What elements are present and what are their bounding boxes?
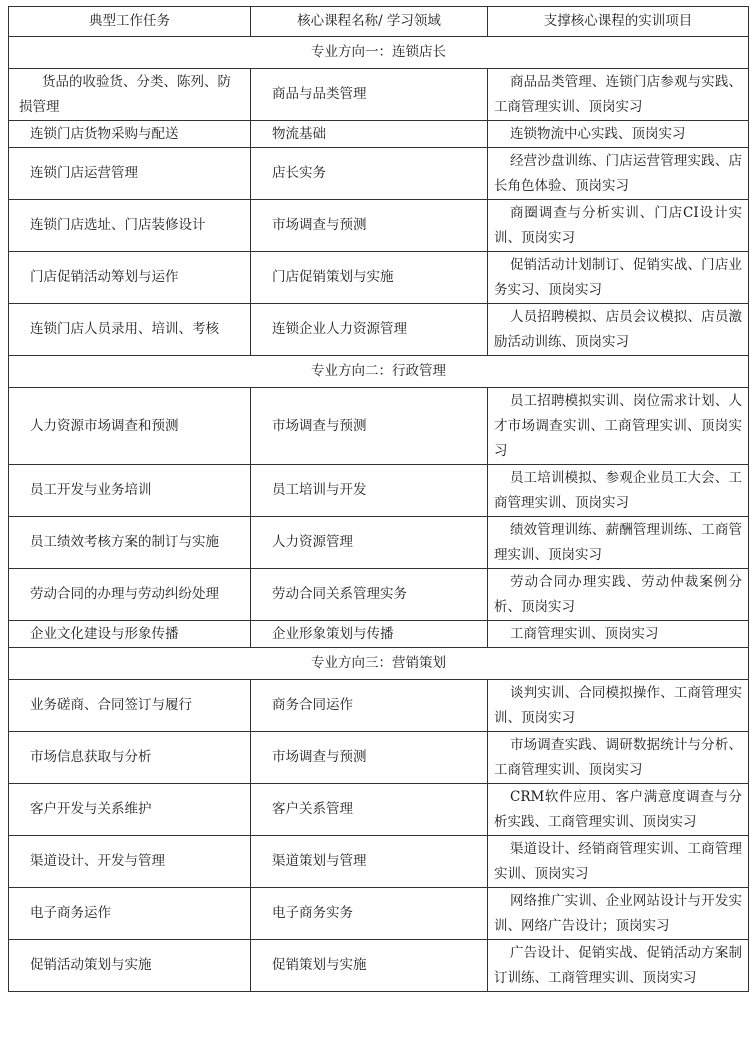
project-cell: 工商管理实训、顶岗实习 — [488, 621, 749, 648]
task-cell: 连锁门店人员录用、培训、考核 — [9, 304, 251, 356]
project-cell: 员工培训模拟、参观企业员工大会、工商管理实训、顶岗实习 — [488, 465, 749, 517]
task-cell: 电子商务运作 — [9, 888, 251, 940]
task-cell: 货品的收验货、分类、陈列、防损管理 — [9, 69, 251, 121]
course-cell: 市场调查与预测 — [251, 732, 488, 784]
course-cell: 店长实务 — [251, 148, 488, 200]
task-cell: 连锁门店选址、门店装修设计 — [9, 200, 251, 252]
course-cell: 商务合同运作 — [251, 680, 488, 732]
course-cell: 员工培训与开发 — [251, 465, 488, 517]
table-row — [9, 252, 749, 304]
project-cell: 网络推广实训、企业网站设计与开发实训、网络广告设计；顶岗实习 — [488, 888, 749, 940]
task-cell: 人力资源市场调查和预测 — [9, 388, 251, 465]
table-row — [9, 732, 749, 784]
task-cell: 员工绩效考核方案的制订与实施 — [9, 517, 251, 569]
project-cell: 员工招聘模拟实训、岗位需求计划、人才市场调查实训、工商管理实训、顶岗实习 — [488, 388, 749, 465]
section-row — [9, 37, 749, 69]
table-body — [9, 37, 749, 992]
table-row — [9, 304, 749, 356]
header-project: 支撑核心课程的实训项目 — [488, 7, 749, 37]
course-cell: 物流基础 — [251, 121, 488, 148]
course-cell: 电子商务实务 — [251, 888, 488, 940]
task-cell: 企业文化建设与形象传播 — [9, 621, 251, 648]
project-cell: 商圈调查与分析实训、门店CI设计实训、顶岗实习 — [488, 200, 749, 252]
task-cell: 连锁门店货物采购与配送 — [9, 121, 251, 148]
project-cell: 绩效管理训练、薪酬管理训练、工商管理实训、顶岗实习 — [488, 517, 749, 569]
course-cell: 门店促销策划与实施 — [251, 252, 488, 304]
table-row — [9, 621, 749, 648]
task-cell: 员工开发与业务培训 — [9, 465, 251, 517]
section-row — [9, 356, 749, 388]
table-row — [9, 517, 749, 569]
task-cell: 市场信息获取与分析 — [9, 732, 251, 784]
table-row — [9, 940, 749, 992]
task-cell: 渠道设计、开发与管理 — [9, 836, 251, 888]
project-cell: 商品品类管理、连锁门店参观与实践、工商管理实训、顶岗实习 — [488, 69, 749, 121]
table-row — [9, 888, 749, 940]
section-title: 专业方向二：行政管理 — [9, 356, 749, 388]
project-cell: CRM软件应用、客户满意度调查与分析实践、工商管理实训、顶岗实习 — [488, 784, 749, 836]
table-row — [9, 148, 749, 200]
task-cell: 连锁门店运营管理 — [9, 148, 251, 200]
project-cell: 经营沙盘训练、门店运营管理实践、店长角色体验、顶岗实习 — [488, 148, 749, 200]
course-cell: 市场调查与预测 — [251, 200, 488, 252]
task-cell: 客户开发与关系维护 — [9, 784, 251, 836]
table-row — [9, 69, 749, 121]
project-cell: 市场调查实践、调研数据统计与分析、工商管理实训、顶岗实习 — [488, 732, 749, 784]
course-cell: 人力资源管理 — [251, 517, 488, 569]
task-cell: 业务磋商、合同签订与履行 — [9, 680, 251, 732]
task-cell: 门店促销活动筹划与运作 — [9, 252, 251, 304]
project-cell: 广告设计、促销实战、促销活动方案制订训练、工商管理实训、顶岗实习 — [488, 940, 749, 992]
section-row — [9, 648, 749, 680]
project-cell: 人员招聘模拟、店员会议模拟、店员激励活动训练、顶岗实习 — [488, 304, 749, 356]
table-row — [9, 836, 749, 888]
section-title: 专业方向一：连锁店长 — [9, 37, 749, 69]
curriculum-table — [8, 6, 749, 992]
header-course: 核心课程名称/ 学习领域 — [251, 7, 488, 37]
task-cell: 促销活动策划与实施 — [9, 940, 251, 992]
table-row — [9, 200, 749, 252]
section-title: 专业方向三：营销策划 — [9, 648, 749, 680]
course-cell: 连锁企业人力资源管理 — [251, 304, 488, 356]
course-cell: 市场调查与预测 — [251, 388, 488, 465]
table-row — [9, 569, 749, 621]
project-cell: 连锁物流中心实践、顶岗实习 — [488, 121, 749, 148]
table-row — [9, 465, 749, 517]
table-row — [9, 680, 749, 732]
course-cell: 客户关系管理 — [251, 784, 488, 836]
project-cell: 促销活动计划制订、促销实战、门店业务实习、顶岗实习 — [488, 252, 749, 304]
table-row — [9, 121, 749, 148]
header-task: 典型工作任务 — [9, 7, 251, 37]
course-cell: 促销策划与实施 — [251, 940, 488, 992]
table-row — [9, 388, 749, 465]
task-cell: 劳动合同的办理与劳动纠纷处理 — [9, 569, 251, 621]
course-cell: 商品与品类管理 — [251, 69, 488, 121]
project-cell: 劳动合同办理实践、劳动仲裁案例分析、顶岗实习 — [488, 569, 749, 621]
course-cell: 劳动合同关系管理实务 — [251, 569, 488, 621]
table-row — [9, 784, 749, 836]
course-cell: 企业形象策划与传播 — [251, 621, 488, 648]
course-cell: 渠道策划与管理 — [251, 836, 488, 888]
header-row — [9, 7, 749, 37]
project-cell: 渠道设计、经销商管理实训、工商管理实训、顶岗实习 — [488, 836, 749, 888]
project-cell: 谈判实训、合同模拟操作、工商管理实训、顶岗实习 — [488, 680, 749, 732]
